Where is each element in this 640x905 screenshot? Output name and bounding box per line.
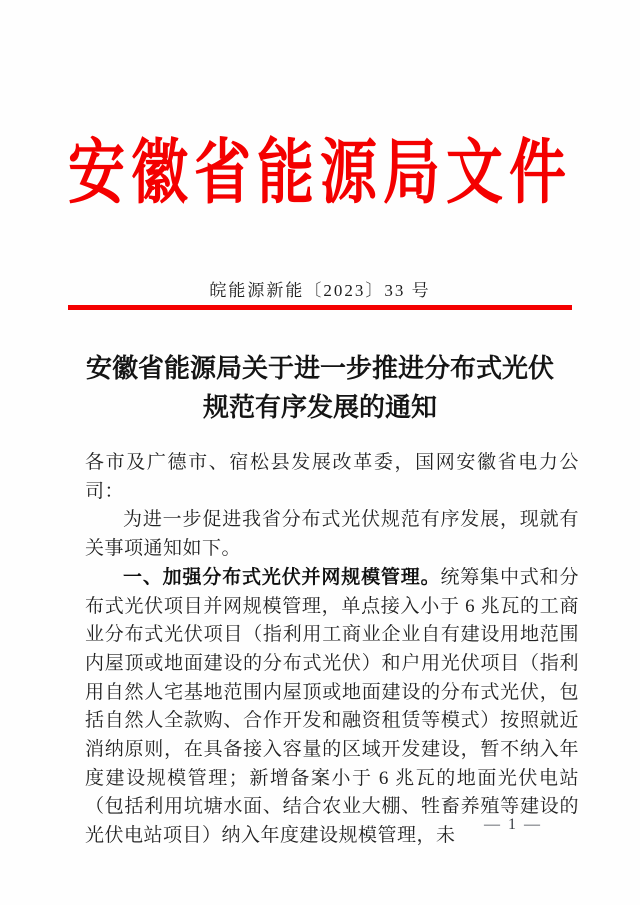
- section-1-text: 统筹集中式和分布式光伏项目并网规模管理，单点接入小于 6 兆瓦的工商业分布式光伏项目（指利用工商业企业自有建设用地范围内屋顶或地面建设的分布式光伏）和户用光伏项目（指利用自然人宅基地范围内屋顶或地面建设的分布式光伏，包括自然人全款购、合作开发和融资租赁等模式）按照就近消纳原则，在具备接入容量的区域开发建设，暂不纳入年度建设规模管理；新增备案小于 6 兆瓦的地面光伏电站（包括利用坑塘水面、结合农业大棚、牲畜养殖等建设的光伏电站项目）纳入年度建设规模管理，未: [85, 566, 579, 847]
- section-1-heading: 一、加强分布式光伏并网规模管理。: [123, 566, 441, 588]
- salutation-line: 各市及广德市、宿松县发展改革委，国网安徽省电力公司：: [85, 452, 579, 502]
- body-text: [85, 449, 579, 851]
- agency-header-title: 安徽省能源局文件: [68, 134, 572, 213]
- red-divider-rule: [68, 305, 572, 310]
- section-1-paragraph: [85, 564, 579, 851]
- intro-paragraph: 为进一步促进我省分布式光伏规范有序发展，现就有关事项通知如下。: [85, 509, 579, 560]
- doc-reference-number: 皖能源新能〔2023〕33 号: [209, 281, 431, 300]
- page-number: — 1 —: [484, 816, 542, 833]
- doc-title: 安徽省能源局关于进一步推进分布式光伏规范有序发展的通知: [85, 354, 554, 422]
